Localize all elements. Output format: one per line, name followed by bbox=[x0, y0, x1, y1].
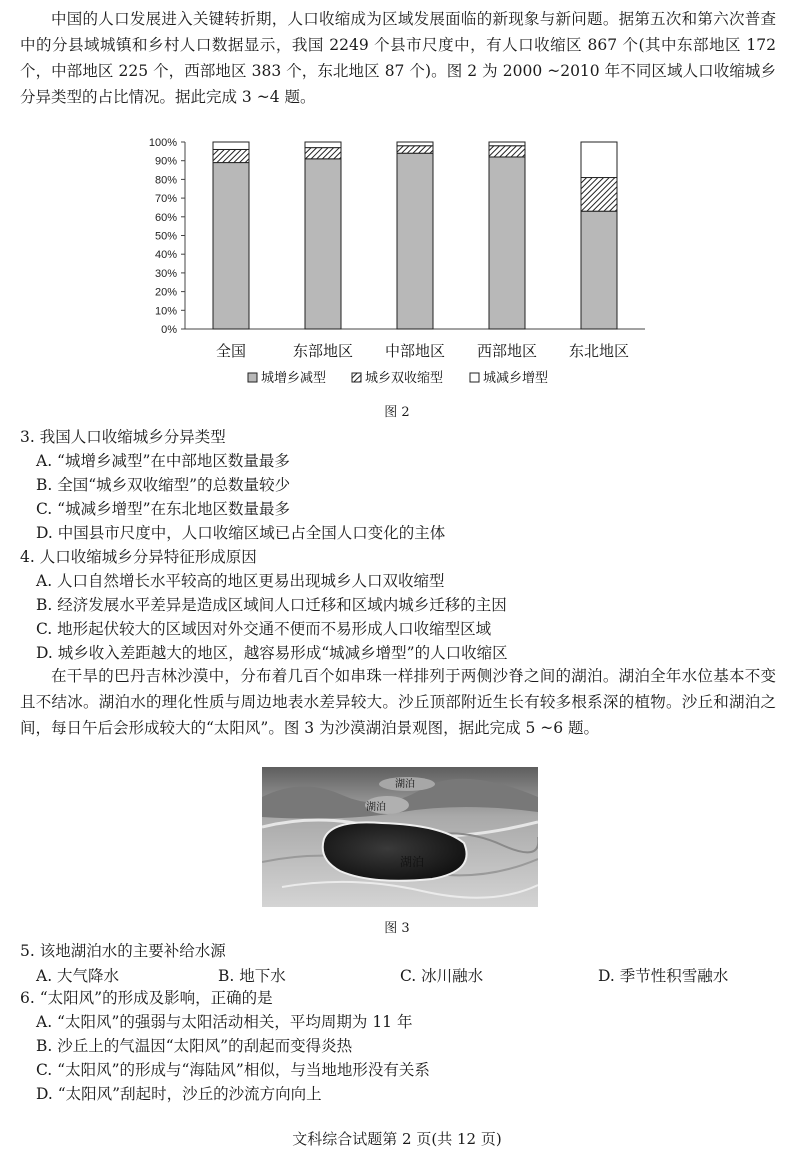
question-4-option-a: A. 人口自然增长水平较高的地区更易出现城乡人口双收缩型 bbox=[36, 572, 445, 590]
y-tick-label: 70% bbox=[154, 193, 177, 206]
legend-label: 城增乡减型 bbox=[261, 371, 327, 386]
bar-segment bbox=[213, 142, 249, 149]
question-5-option-b: B. 地下水 bbox=[218, 967, 286, 985]
bar-segment bbox=[489, 157, 525, 329]
x-category-label: 中部地区 bbox=[384, 342, 446, 360]
bar-segment bbox=[581, 178, 617, 212]
x-category-label: 东部地区 bbox=[292, 342, 354, 360]
y-tick-label: 0% bbox=[161, 324, 177, 336]
figure-2-chart bbox=[130, 130, 650, 400]
desert-paragraph: 在干旱的巴丹吉林沙漠中，分布着几百个如串珠一样排列于两侧沙脊之间的湖泊。湖泊全年水位基本不变且不结冰。湖泊水的理化性质与周边地表水差异较大。沙丘顶部附近生长有较多根系深的植物。沙丘和湖泊之间，每日午后会形成较大的“太阳风”。图 3 为沙漠湖泊景观图，据此完成 5 ~6 题。 bbox=[20, 667, 776, 737]
question-5-stem: 5. 该地湖泊水的主要补给水源 bbox=[20, 942, 226, 960]
question-6-option-d: D. “太阳风”刮起时，沙丘的沙流方向向上 bbox=[36, 1085, 322, 1103]
lake-label-middle: 湖泊 bbox=[366, 802, 386, 813]
y-tick-label: 90% bbox=[154, 155, 177, 168]
bar-segment bbox=[305, 148, 341, 159]
question-3-option-a: A. “城增乡减型”在中部地区数量最多 bbox=[36, 452, 290, 470]
question-5-option-d: D. 季节性积雪融水 bbox=[598, 967, 729, 985]
bar-segment bbox=[489, 146, 525, 157]
y-tick-label: 60% bbox=[154, 211, 177, 224]
question-4-option-c: C. 地形起伏较大的区域因对外交通不便而不易形成人口收缩型区域 bbox=[36, 620, 492, 638]
y-tick-label: 50% bbox=[154, 230, 177, 243]
bar-segment bbox=[213, 149, 249, 162]
legend-swatch bbox=[248, 373, 257, 382]
x-category-label: 全国 bbox=[215, 342, 247, 360]
bar-segment bbox=[397, 146, 433, 153]
question-4-stem: 4. 人口收缩城乡分异特征形成原因 bbox=[20, 548, 257, 566]
bar-segment bbox=[305, 159, 341, 329]
page-footer: 文科综合试题第 2 页(共 12 页) bbox=[292, 1130, 502, 1148]
question-6-option-b: B. 沙丘上的气温因“太阳风”的刮起而变得炎热 bbox=[36, 1037, 353, 1055]
lake-label-top: 湖泊 bbox=[395, 779, 415, 790]
legend-label: 城减乡增型 bbox=[483, 371, 549, 386]
bar-segment bbox=[581, 142, 617, 178]
stacked-bar-chart bbox=[130, 130, 650, 400]
question-4-option-b: B. 经济发展水平差异是造成区域间人口迁移和区域内城乡迁移的主因 bbox=[36, 596, 507, 614]
figure-3-caption: 图 3 bbox=[384, 921, 410, 936]
y-tick-label: 30% bbox=[154, 267, 177, 280]
bar-segment bbox=[489, 142, 525, 146]
legend-swatch bbox=[470, 373, 479, 382]
y-tick-label: 100% bbox=[148, 137, 177, 149]
question-6-option-c: C. “太阳风”的形成与“海陆风”相似，与当地地形没有关系 bbox=[36, 1061, 430, 1079]
bar-segment bbox=[581, 211, 617, 329]
intro-paragraph: 中国的人口发展进入关键转折期，人口收缩成为区域发展面临的新现象与新问题。据第五次和第六次普查中的分县域城镇和乡村人口数据显示，我国 2249 个县市尺度中，有人口收缩区 867 个(其中东部地区 172 个，中部地区 225 个，西部地区 383 个，东北地区 87 个)。图 2 为 2000 ~2010 年不同区域人口收缩城乡分异类型的占比情况。据此完成 3 ~4 题。 bbox=[20, 10, 776, 106]
question-6-option-a: A. “太阳风”的强弱与太阳活动相关，平均周期为 11 年 bbox=[36, 1013, 413, 1031]
question-3-option-b: B. 全国“城乡双收缩型”的总数量较少 bbox=[36, 476, 291, 494]
bar-segment bbox=[397, 142, 433, 146]
bar-segment bbox=[305, 142, 341, 148]
question-5-option-c: C. 冰川融水 bbox=[400, 967, 484, 985]
legend-label: 城乡双收缩型 bbox=[365, 371, 444, 386]
bar-segment bbox=[397, 153, 433, 329]
question-5-option-a: A. 大气降水 bbox=[36, 967, 120, 985]
figure-2-caption: 图 2 bbox=[384, 405, 410, 420]
question-3-stem: 3. 我国人口收缩城乡分异类型 bbox=[20, 428, 226, 446]
lake-label-main: 湖泊 bbox=[400, 855, 425, 869]
question-3-option-c: C. “城减乡增型”在东北地区数量最多 bbox=[36, 500, 291, 518]
bar-segment bbox=[213, 163, 249, 329]
y-tick-label: 80% bbox=[154, 174, 177, 187]
x-category-label: 东北地区 bbox=[568, 342, 630, 360]
y-tick-label: 10% bbox=[154, 305, 177, 318]
desert-lake-photo bbox=[262, 767, 538, 907]
question-6-stem: 6. “太阳风”的形成及影响，正确的是 bbox=[20, 989, 273, 1007]
question-4-option-d: D. 城乡收入差距越大的地区，越容易形成“城减乡增型”的人口收缩区 bbox=[36, 644, 508, 662]
question-5-options bbox=[36, 964, 776, 984]
legend-swatch bbox=[352, 373, 361, 382]
y-tick-label: 20% bbox=[154, 286, 177, 299]
question-3-option-d: D. 中国县市尺度中，人口收缩区域已占全国人口变化的主体 bbox=[36, 524, 446, 542]
x-category-label: 西部地区 bbox=[476, 342, 538, 360]
y-tick-label: 40% bbox=[154, 249, 177, 262]
